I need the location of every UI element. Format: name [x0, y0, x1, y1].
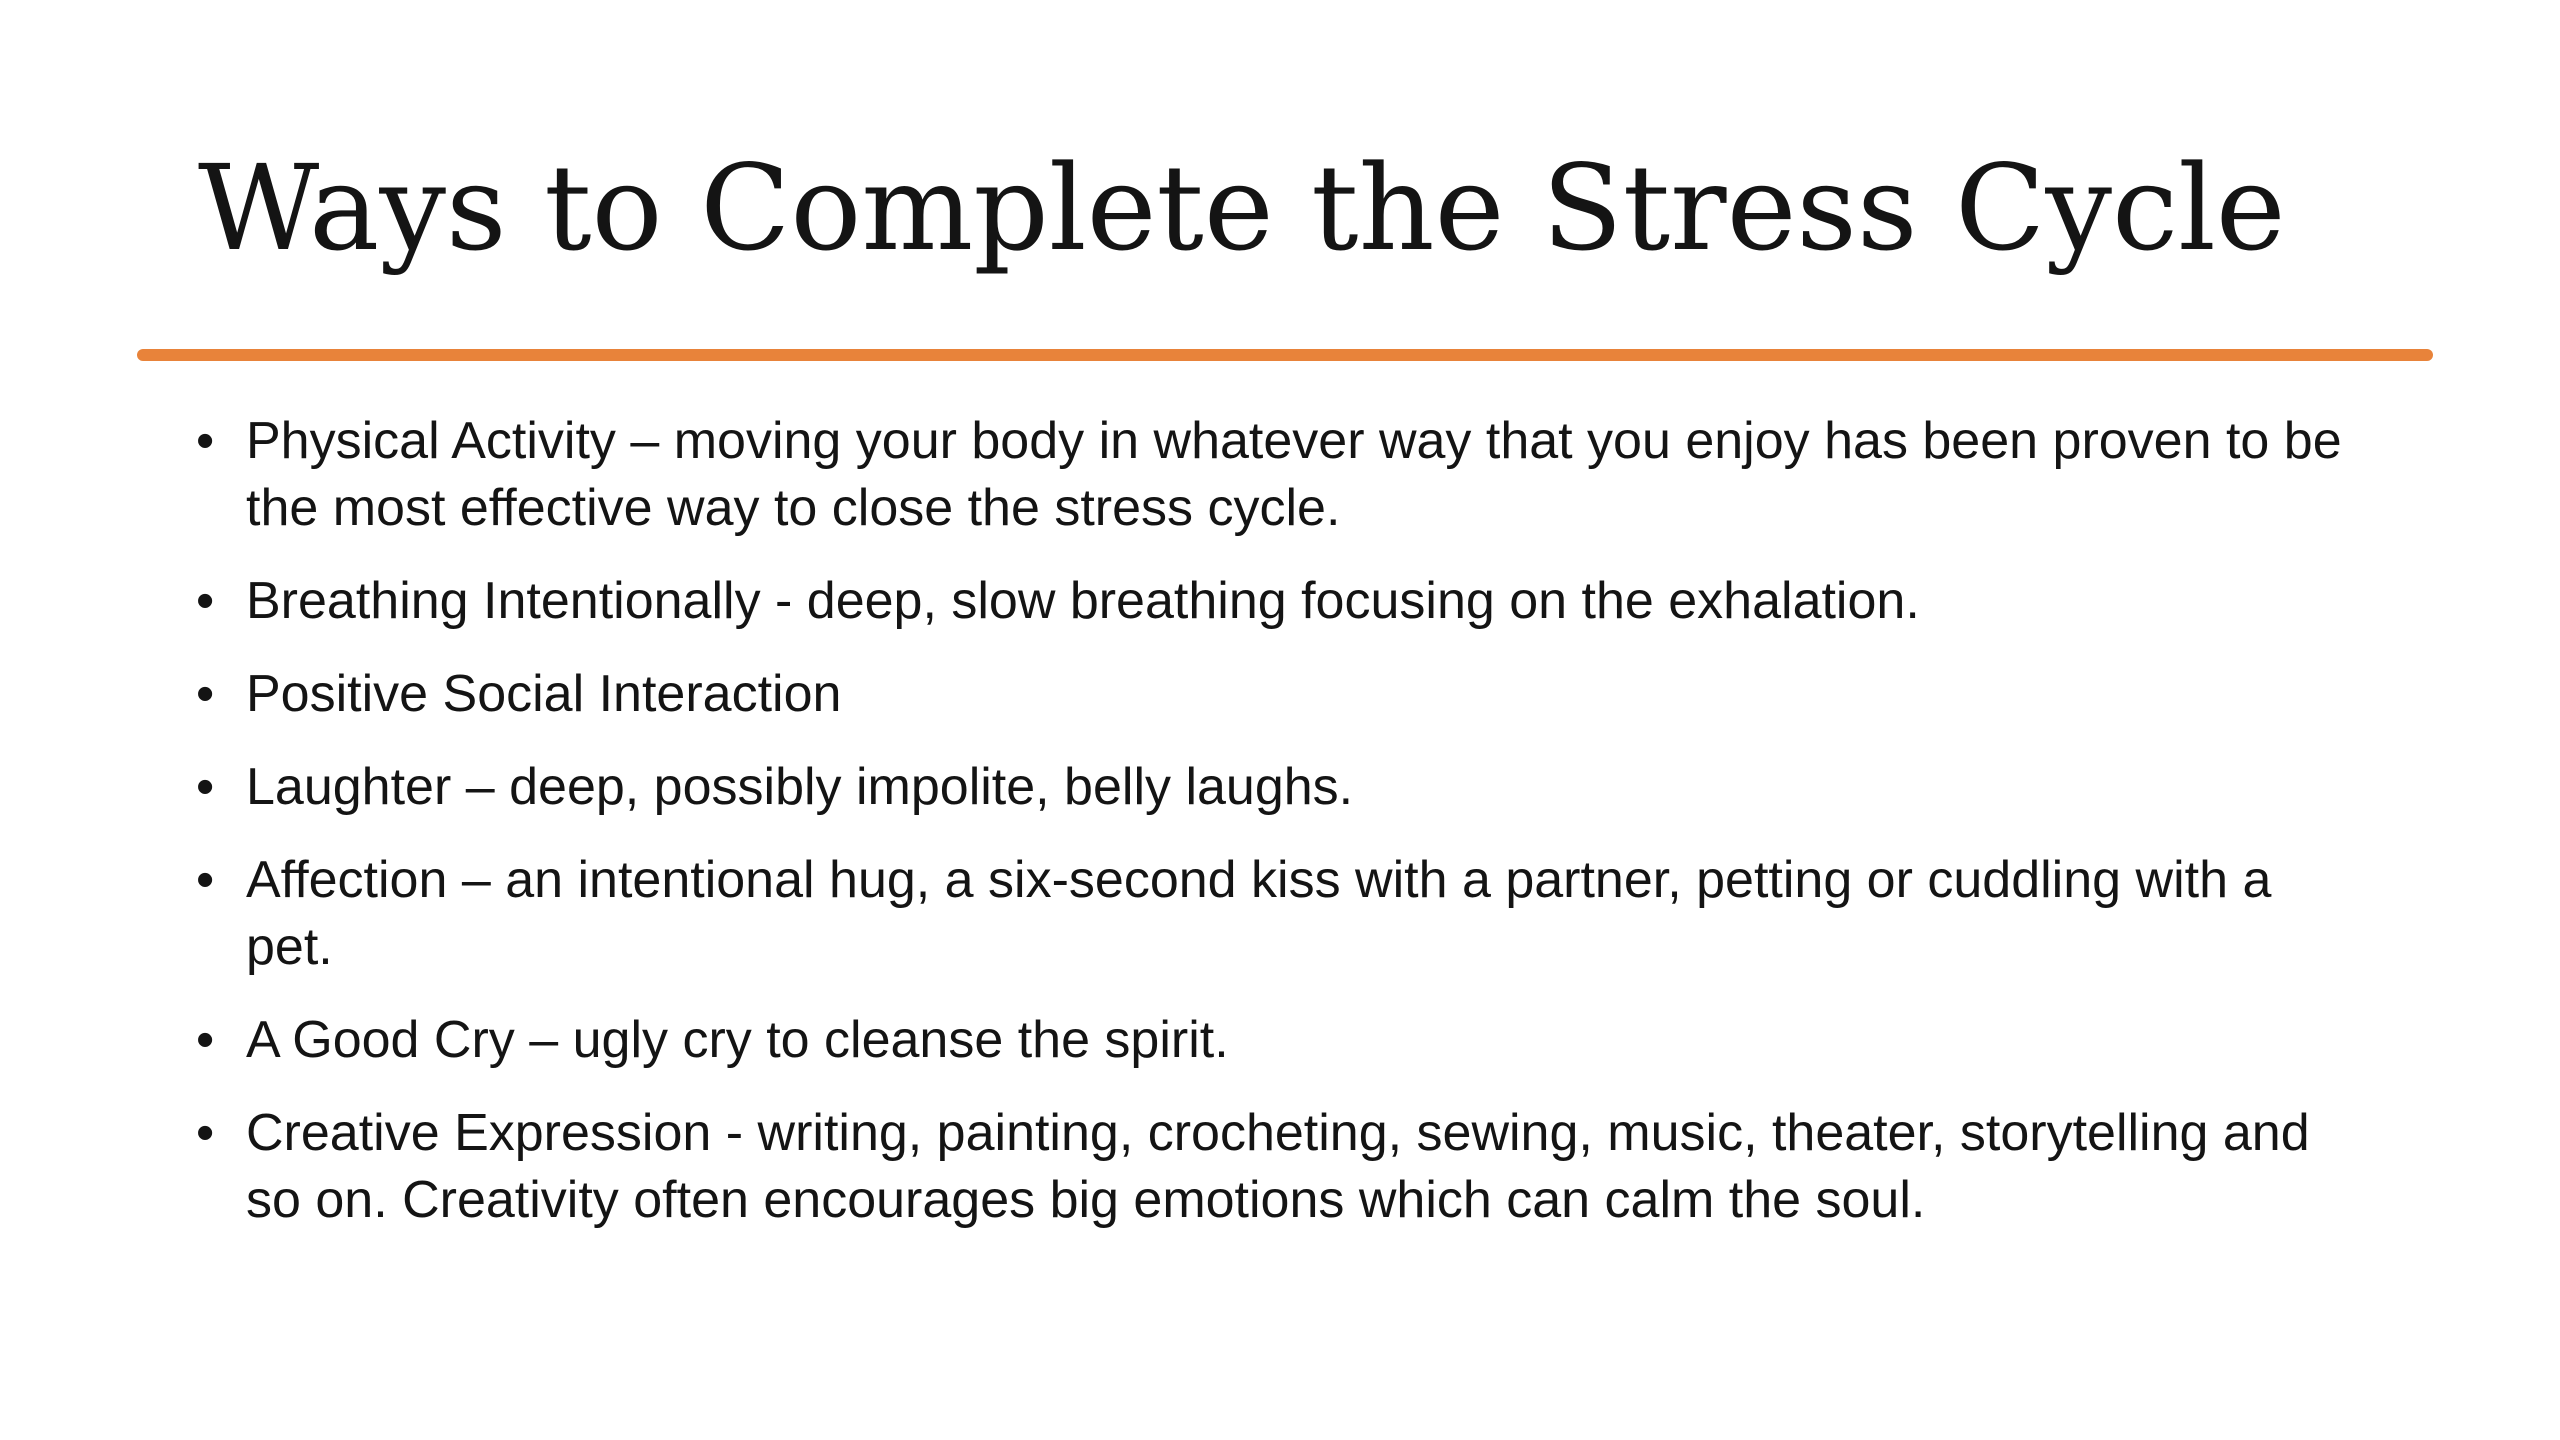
bullet-list — [196, 408, 2366, 1260]
bullet-item-laughter — [196, 754, 2366, 821]
bullet-text: Positive Social Interaction — [246, 665, 842, 723]
bullet-dot-icon: • — [196, 1011, 215, 1069]
bullet-dot-icon: • — [196, 572, 215, 630]
bullet-item-breathing — [196, 568, 2366, 635]
bullet-item-creative-expression — [196, 1100, 2366, 1234]
bullet-dot-icon: • — [196, 758, 215, 816]
slide-title: Ways to Complete the Stress Cycle — [198, 139, 2286, 277]
title-divider — [137, 349, 2433, 361]
bullet-text: Breathing Intentionally - deep, slow breathing focusing on the exhalation. — [246, 572, 1920, 630]
bullet-text: A Good Cry – ugly cry to cleanse the spirit. — [246, 1011, 1229, 1069]
bullet-dot-icon: • — [196, 665, 215, 723]
bullet-item-good-cry — [196, 1007, 2366, 1074]
bullet-dot-icon: • — [196, 851, 215, 909]
bullet-text: Affection – an intentional hug, a six-second kiss with a partner, petting or cuddling with a pet. — [246, 851, 2272, 976]
bullet-item-social-interaction — [196, 661, 2366, 728]
bullet-dot-icon: • — [196, 1104, 215, 1162]
bullet-item-physical-activity — [196, 408, 2366, 542]
bullet-text: Laughter – deep, possibly impolite, belly laughs. — [246, 758, 1354, 816]
bullet-text: Creative Expression - writing, painting, crocheting, sewing, music, theater, storytelling and so on. Creativity often encourages big emotions which can calm the soul. — [246, 1104, 2310, 1229]
bullet-text: Physical Activity – moving your body in whatever way that you enjoy has been proven to be the most effective way to close the stress cycle. — [246, 412, 2342, 537]
bullet-dot-icon: • — [196, 412, 215, 470]
bullet-item-affection — [196, 847, 2366, 981]
